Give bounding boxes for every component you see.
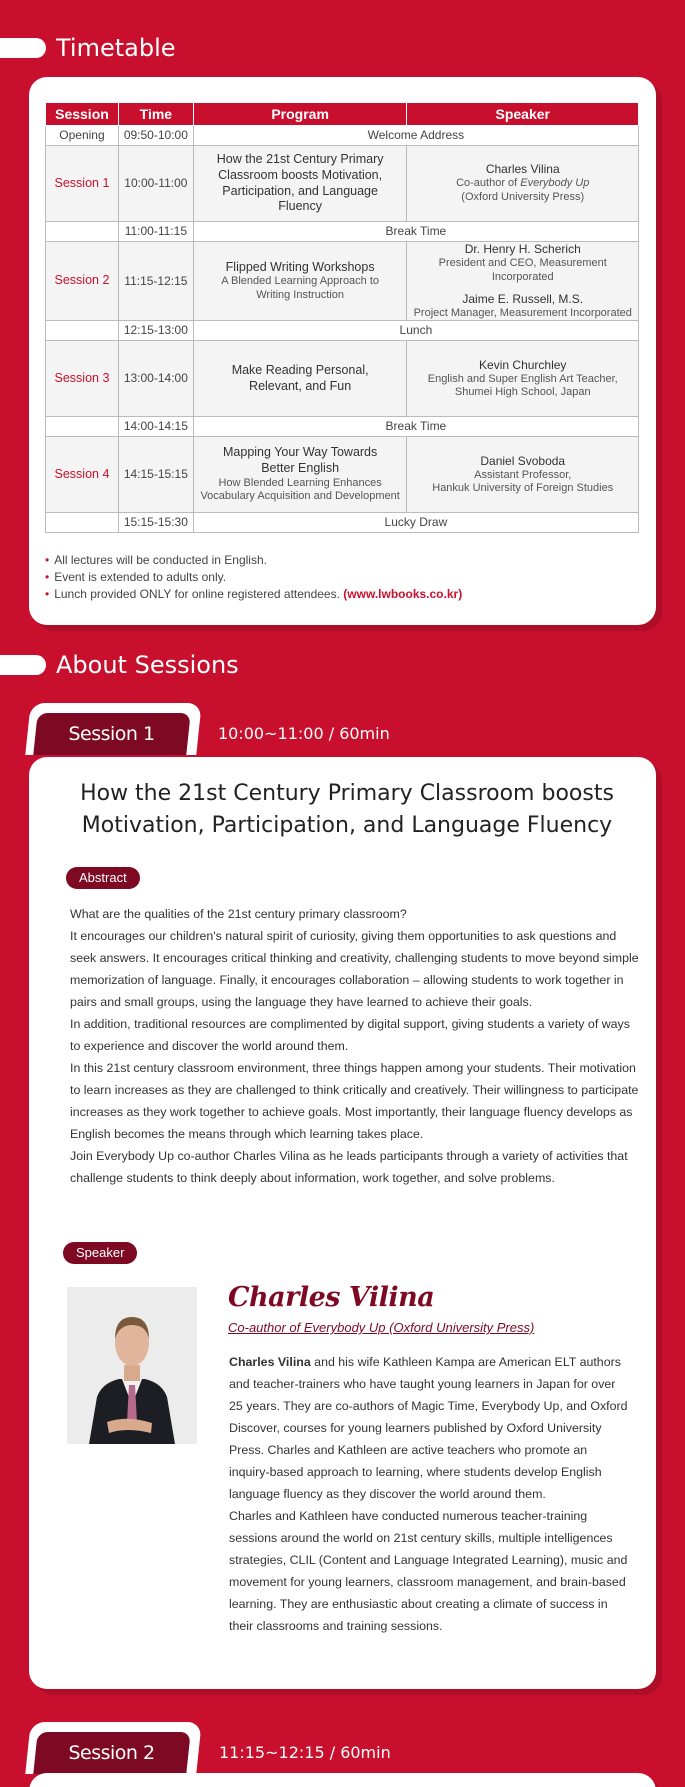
session-2-card (29, 1773, 656, 1787)
note-item: • All lectures will be conducted in English. (45, 552, 462, 569)
abstract-badge: Abstract (66, 867, 140, 889)
table-header-row (46, 103, 639, 126)
table-row: Session 1 10:00-11:00 How the 21st Century Primary Classroom boosts Motivation, Participation, and Language Fluency Charles Vilina Co-author of Everybody Up (Oxford University Press) (46, 146, 639, 222)
speaker-name: Charles Vilina (228, 1282, 435, 1313)
speaker-badge: Speaker (63, 1242, 137, 1264)
col-time: Time (118, 103, 193, 126)
col-speaker: Speaker (407, 103, 639, 126)
table-row: 15:15-15:30 Lucky Draw (46, 513, 639, 533)
table-row: Session 3 13:00-14:00 Make Reading Personal, Relevant, and Fun Kevin Churchley English and Super English Art Teacher, Shumei High School, Japan (46, 341, 639, 417)
about-sessions-heading: About Sessions (0, 651, 239, 679)
table-row: Session 2 11:15-12:15 Flipped Writing Workshops A Blended Learning Approach to Writing Instruction Dr. Henry H. Scherich President and CEO, Measurement Incorporated Jaime E. Russell, M.S. Project Manager, Measurement Incorporated (46, 242, 639, 321)
note-item: • Lunch provided ONLY for online registered attendees. (www.lwbooks.co.kr) (45, 586, 462, 603)
table-row: 11:00-11:15 Break Time (46, 222, 639, 242)
speaker-role: Co-author of Everybody Up (Oxford University Press) (228, 1320, 535, 1335)
table-row: Session 4 14:15-15:15 Mapping Your Way Towards Better English How Blended Learning Enhances Vocabulary Acquisition and Development Daniel Svoboda Assistant Professor, Hankuk University of Foreign Studies (46, 437, 639, 513)
note-item: • Event is extended to adults only. (45, 569, 462, 586)
website-link[interactable]: (www.lwbooks.co.kr) (343, 587, 463, 601)
speaker-bio: Charles Vilina and his wife Kathleen Kampa are American ELT authors and teacher-trainers who have taught young learners in Japan for over 25 years. They are co-authors of Magic Time, Everybody Up, and Oxford Discover, courses for young learners published by Oxford University Press. Charles and Kathleen are active teachers who promote an inquiry-based approach to learning, where students develop English language fluency as they discover the world around them. Charles and Kathleen have conducted numerous teacher-training sessions around the world on 21st century skills, multiple intelligences strategies, CLIL (Content and Language Integrated Learning), music and movement for young learners, classroom management, and brain-based learning. They are enthusiastic about creating a climate of success in their classrooms and training sessions. (229, 1355, 628, 1633)
timetable-heading: Timetable (0, 34, 176, 62)
session-2-time: 11:15~12:15 / 60min (219, 1743, 391, 1762)
table-row: 14:00-14:15 Break Time (46, 417, 639, 437)
table-row: 12:15-13:00 Lunch (46, 321, 639, 341)
session-1-title: How the 21st Century Primary Classroom boosts Motivation, Participation, and Language Fluency (80, 781, 614, 838)
col-program: Program (193, 103, 407, 126)
speaker-photo (67, 1287, 197, 1444)
session-1-time: 10:00~11:00 / 60min (218, 724, 390, 743)
tab-session-2[interactable]: Session 2 (25, 1722, 201, 1774)
heading-pill-icon (0, 38, 46, 58)
notes-list (45, 552, 462, 603)
tab-session-1[interactable]: Session 1 (25, 703, 201, 755)
timetable-table (45, 102, 639, 533)
heading-pill-icon (0, 655, 46, 675)
col-session: Session (46, 103, 119, 126)
table-row: Opening 09:50-10:00 Welcome Address (46, 126, 639, 146)
abstract-text: What are the qualities of the 21st century primary classroom? It encourages our children's natural spirit of curiosity, giving them opportunities to ask questions and seek answers. It encourages critical thinking and creativity, challenging students to move beyond simple memorization of language. Finally, it encourages collaboration – allowing students to work together in pairs and small groups, using the language they have learned to achieve their goals. In addition, traditional resources are complimented by digital support, giving students a variety of ways to experience and discover the world around them. In this 21st century classroom environment, three things happen among your students. Their motivation to learn increases as they are challenged to think critically and creatively. Their willingness to participate increases as they work together to achieve goals. Most importantly, their language fluency develops as English becomes the means through which learning takes place. Join Everybody Up co-author Charles Vilina as he leads participants through a variety of activities that challenge students to think deeply about information, work together, and solve problems. (70, 907, 639, 1185)
